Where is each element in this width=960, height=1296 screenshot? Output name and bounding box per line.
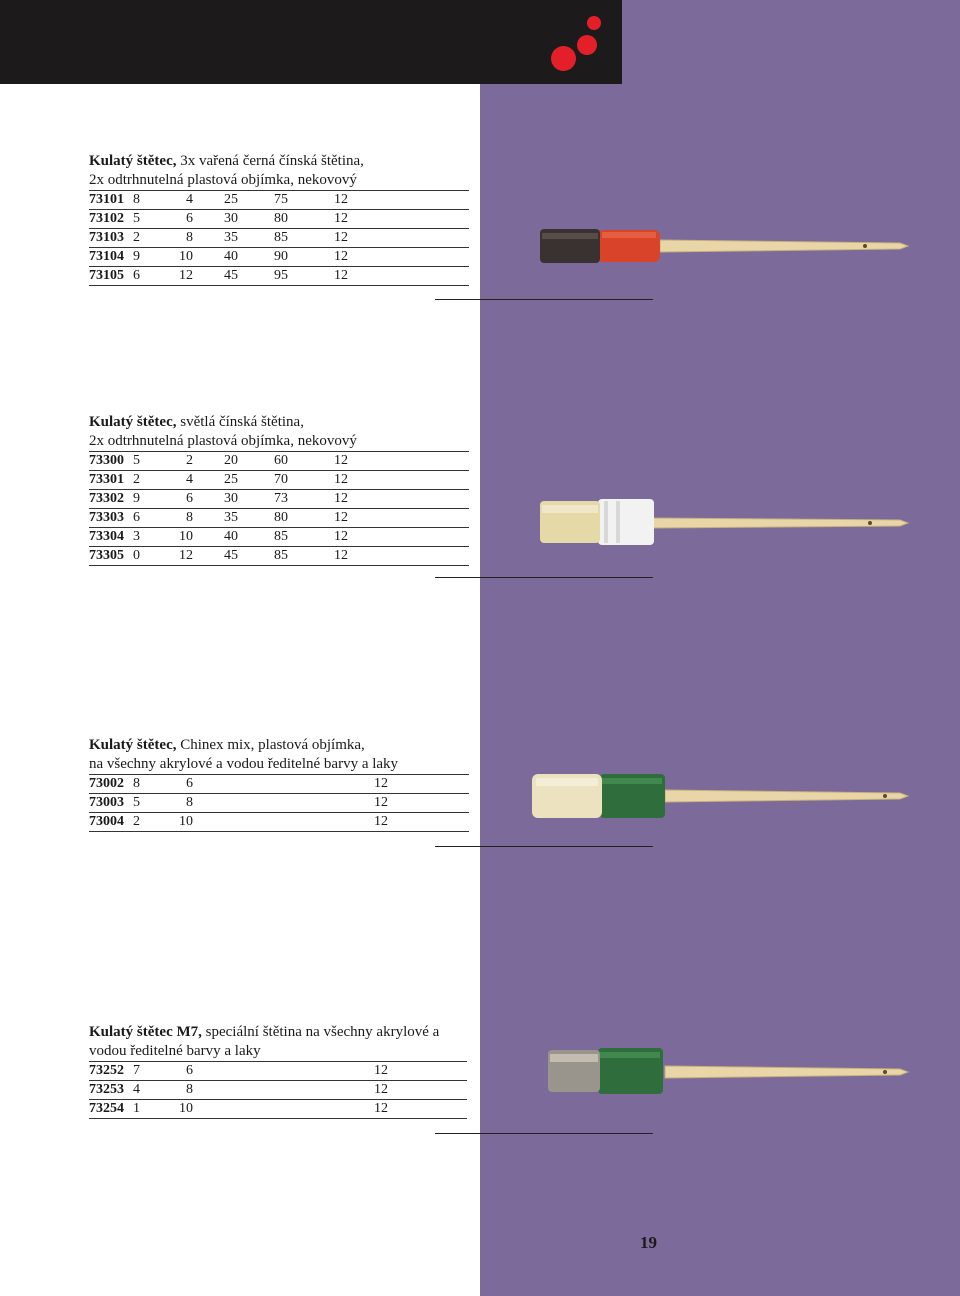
table-row: 73253 4 8 12 bbox=[89, 1080, 467, 1099]
light-bristle-white-ferrule-brush bbox=[530, 487, 920, 557]
section-heading: Kulatý štětec, světlá čínská štětina, 2x odtrhnutelná plastová objímka, nekovový bbox=[89, 414, 357, 449]
table-row: 73004 2 10 12 bbox=[89, 812, 469, 832]
table-row: 73303 6 8 35 80 12 bbox=[89, 508, 469, 527]
header-bar-accent bbox=[622, 0, 960, 84]
product-section-2 bbox=[89, 413, 469, 566]
table-row: 73103 2 8 35 85 12 bbox=[89, 228, 469, 247]
mixed-bristle-green-ferrule-brush bbox=[530, 1036, 920, 1106]
table-row: 73104 9 10 40 90 12 bbox=[89, 247, 469, 266]
product-table bbox=[89, 1061, 467, 1119]
table-row: 73002 8 6 12 bbox=[89, 774, 469, 793]
product-section-1 bbox=[89, 152, 469, 286]
section-heading: Kulatý štětec, 3x vařená černá čínská štětina, 2x odtrhnutelná plastová objímka, nekovový bbox=[89, 153, 364, 188]
section-divider bbox=[435, 577, 653, 578]
table-row: 73304 3 10 40 85 12 bbox=[89, 527, 469, 546]
section-heading: Kulatý štětec M7, speciální štětina na všechny akrylové a vodou ředitelné barvy a laky bbox=[89, 1024, 440, 1059]
product-section-3 bbox=[89, 736, 469, 832]
table-row: 73003 5 8 12 bbox=[89, 793, 469, 812]
logo-dot-small bbox=[587, 16, 601, 30]
page-number: 19 bbox=[640, 1233, 657, 1252]
product-table bbox=[89, 190, 469, 286]
table-row: 73105 6 12 45 95 12 bbox=[89, 266, 469, 286]
logo-dot-medium bbox=[577, 35, 597, 55]
product-table bbox=[89, 451, 469, 566]
table-row: 73252 7 6 12 bbox=[89, 1061, 467, 1080]
table-row: 73302 9 6 30 73 12 bbox=[89, 489, 469, 508]
table-row: 73254 1 10 12 bbox=[89, 1099, 467, 1119]
section-divider bbox=[435, 299, 653, 300]
table-row: 73102 5 6 30 80 12 bbox=[89, 209, 469, 228]
section-divider bbox=[435, 1133, 653, 1134]
table-row: 73301 2 4 25 70 12 bbox=[89, 470, 469, 489]
dark-bristle-red-ferrule-brush bbox=[530, 210, 920, 280]
section-divider bbox=[435, 846, 653, 847]
light-bristle-green-ferrule-brush bbox=[530, 760, 920, 830]
table-row: 73101 8 4 25 75 12 bbox=[89, 190, 469, 209]
header-bar bbox=[0, 0, 622, 84]
table-row: 73305 0 12 45 85 12 bbox=[89, 546, 469, 566]
product-table bbox=[89, 774, 469, 832]
table-row: 73300 5 2 20 60 12 bbox=[89, 451, 469, 470]
product-section-4 bbox=[89, 1023, 489, 1119]
logo-dot-large bbox=[551, 46, 576, 71]
section-heading: Kulatý štětec, Chinex mix, plastová objímka, na všechny akrylové a vodou ředitelné barvy a laky bbox=[89, 737, 399, 772]
